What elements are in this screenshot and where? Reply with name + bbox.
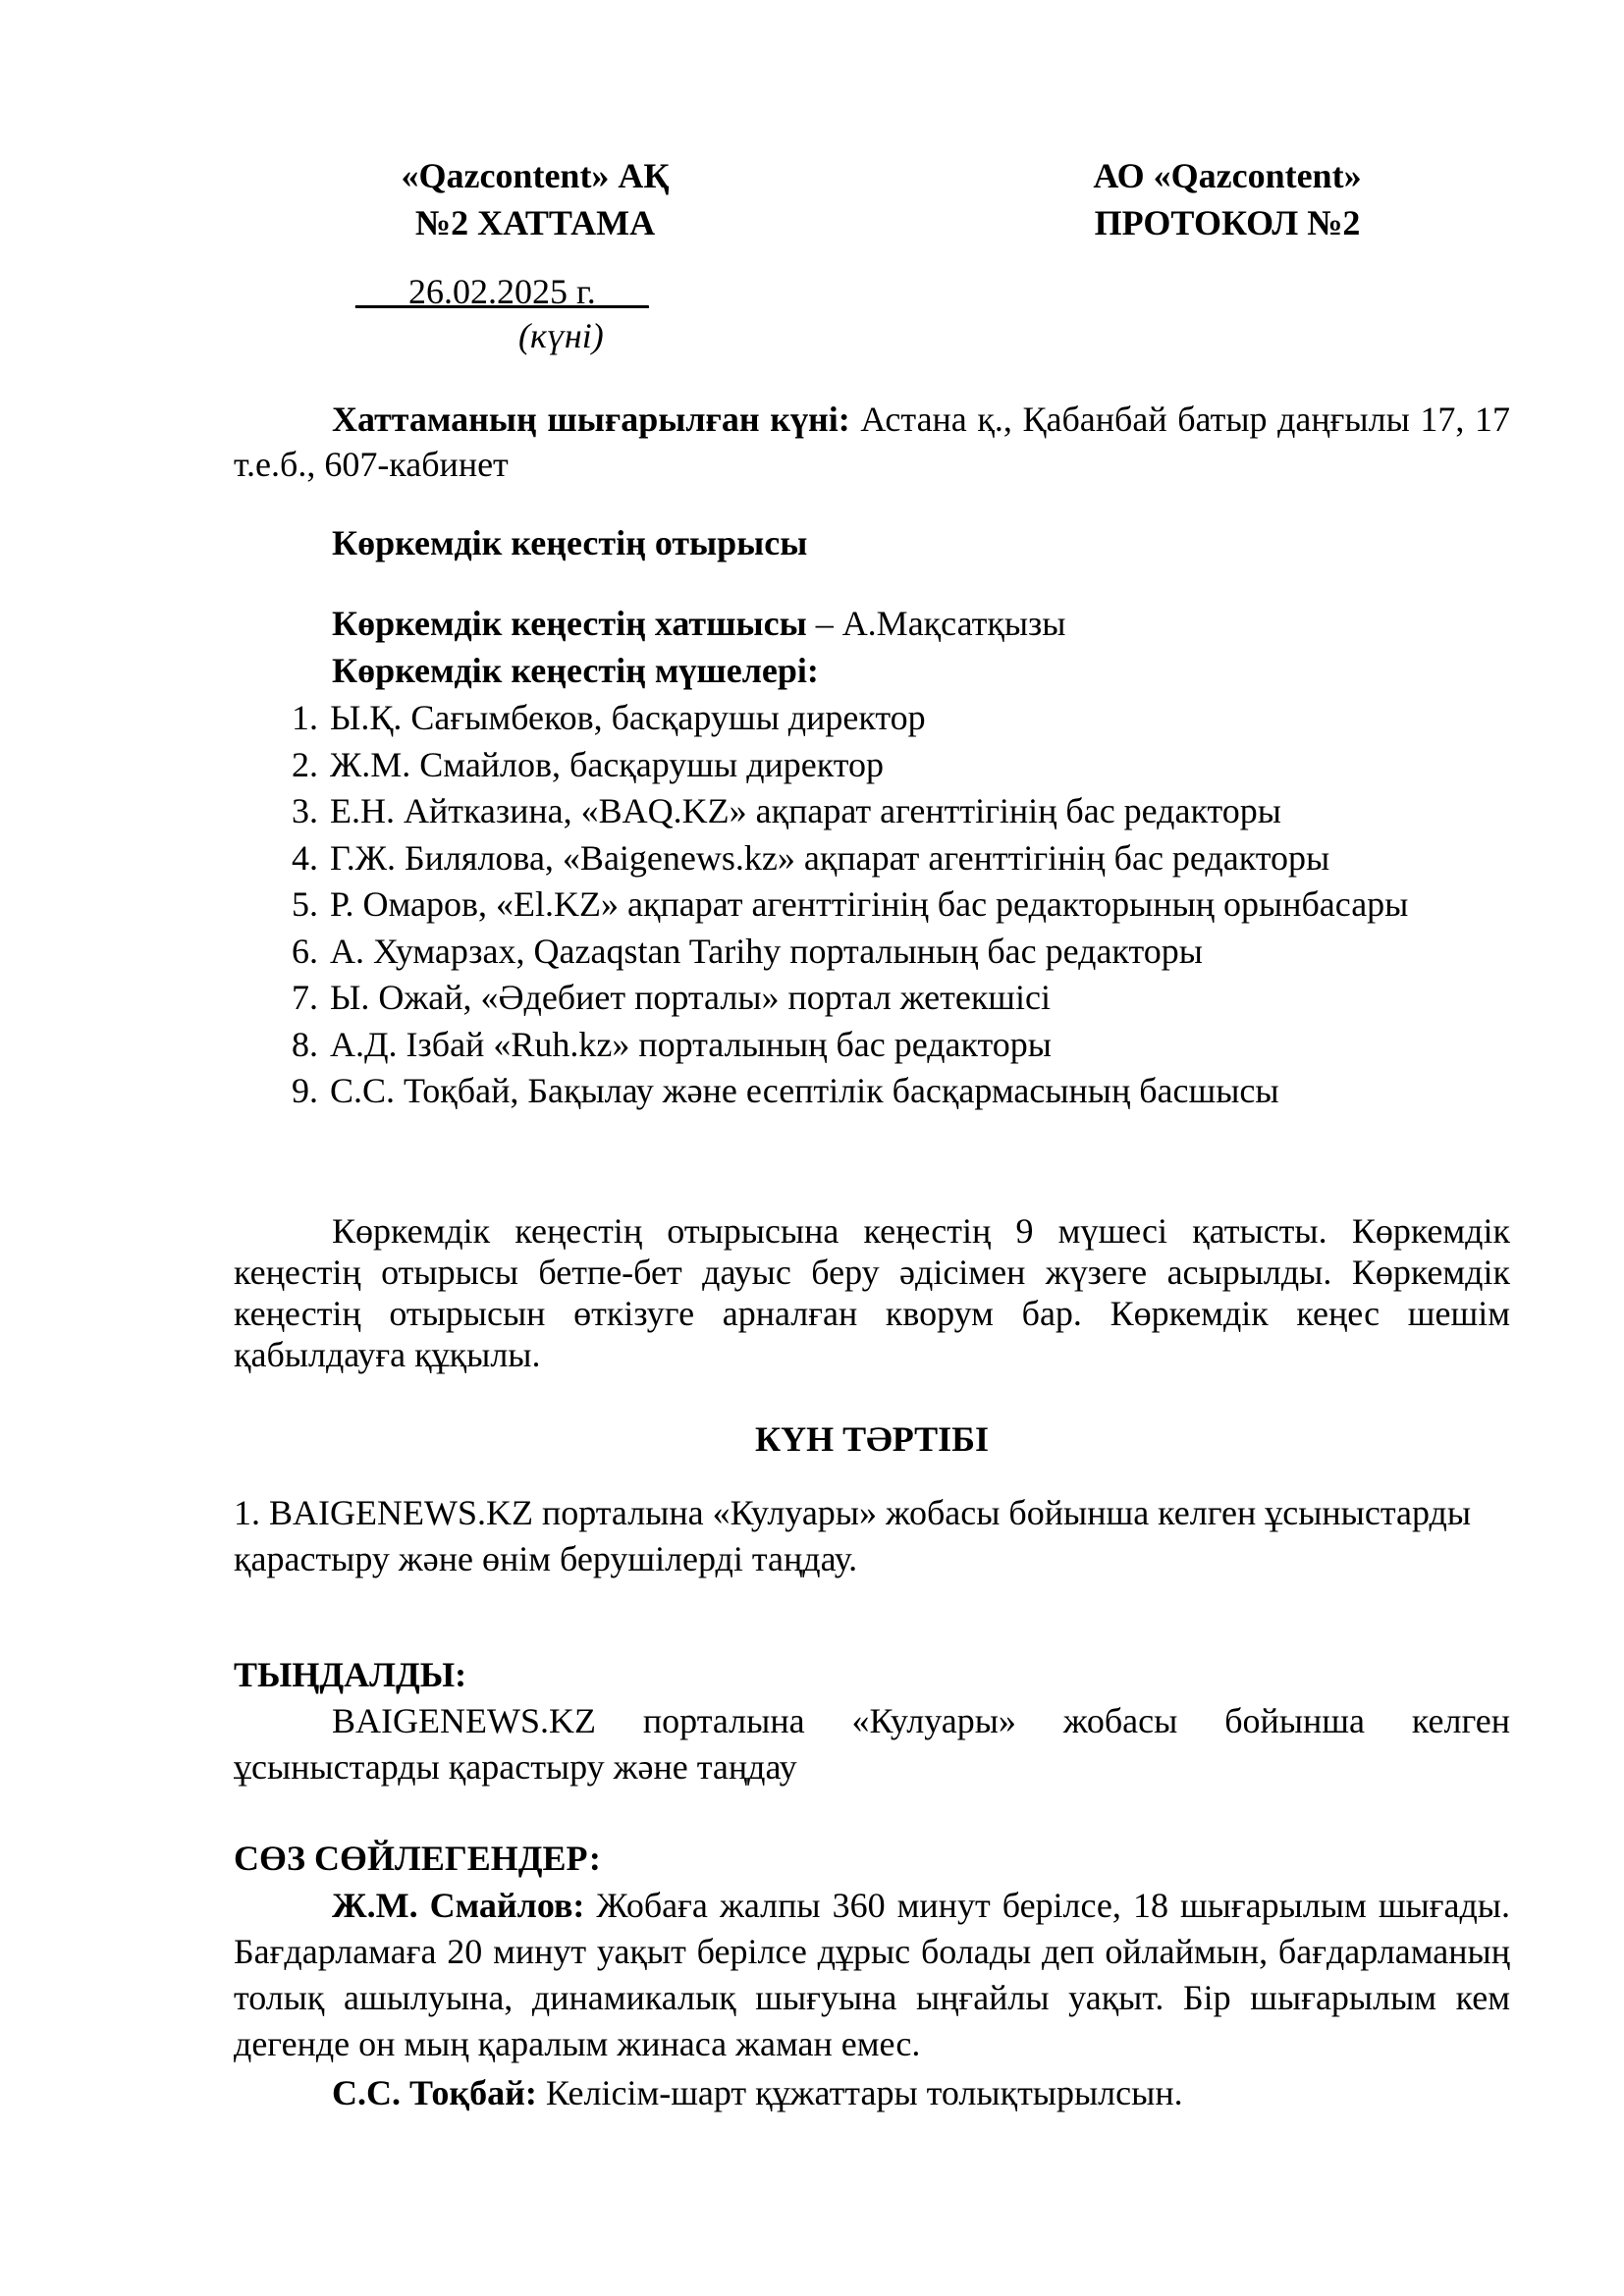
list-item-number: 2. bbox=[292, 744, 318, 784]
header-right bbox=[992, 152, 1463, 246]
header-right-org: АО «Qazcontent» bbox=[1093, 156, 1362, 195]
speaker-text: Келісім-шарт құжаттары толықтырылсын. bbox=[536, 2073, 1183, 2112]
list-item-number: 5. bbox=[292, 884, 318, 924]
place-text: Астана қ., Қабанбай батыр даңғылы 17, 17 т.е.б., 607-кабинет bbox=[234, 400, 1510, 484]
list-item-text: Е.Н. Айтказина, «BAQ.KZ» ақпарат агенттігінің бас редакторы bbox=[330, 791, 1281, 830]
list-item bbox=[234, 1022, 1510, 1069]
list-item bbox=[234, 975, 1510, 1022]
list-item-text: А. Хумарзах, Qazaqstan Tarihy порталының бас редакторы bbox=[330, 931, 1203, 971]
list-item bbox=[234, 1068, 1510, 1115]
list-item-text: Р. Омаров, «El.KZ» ақпарат агенттігінің бас редакторының орынбасары bbox=[330, 884, 1409, 924]
list-item bbox=[234, 881, 1510, 929]
list-item-text: Г.Ж. Билялова, «Baigenews.kz» ақпарат агенттігінің бас редакторы bbox=[330, 837, 1330, 878]
meeting-title: Көркемдік кеңестің отырысы bbox=[332, 523, 808, 562]
list-item-number: 1. bbox=[292, 698, 318, 737]
list-item bbox=[234, 788, 1510, 835]
list-item bbox=[234, 929, 1510, 976]
place-label: Хаттаманың шығарылған күні: bbox=[332, 400, 850, 439]
heard-text: BAIGENEWS.KZ порталына «Кулуары» жобасы бойынша келген ұсыныстарды қарастыру және таңдау bbox=[234, 1701, 1510, 1787]
speaker-name: С.С. Тоқбай: bbox=[332, 2073, 537, 2112]
speaker-name: Ж.М. Смайлов: bbox=[332, 1886, 585, 1925]
speaker-statement bbox=[234, 1883, 1510, 2067]
heard-title: ТЫҢДАЛДЫ: bbox=[234, 1655, 467, 1694]
members-list bbox=[234, 695, 1510, 1115]
list-item bbox=[234, 695, 1510, 742]
header-right-doc-title: ПРОТОКОЛ №2 bbox=[1094, 203, 1361, 242]
list-item bbox=[234, 835, 1510, 882]
header-left-org: «Qazcontent» АҚ bbox=[401, 156, 670, 195]
list-item-text: Ы. Ожай, «Әдебиет порталы» портал жетекшісі bbox=[330, 978, 1052, 1017]
date-line bbox=[355, 270, 649, 313]
list-item-number: 6. bbox=[292, 931, 318, 971]
secretary-line bbox=[234, 601, 1510, 647]
date-value: 26.02.2025 г. bbox=[408, 272, 596, 311]
list-item-text: Ы.Қ. Сағымбеков, басқарушы директор bbox=[330, 698, 926, 737]
list-item-text: А.Д. Ізбай «Ruh.kz» порталының бас редакторы bbox=[330, 1024, 1052, 1064]
list-item-number: 3. bbox=[292, 791, 318, 830]
speakers-title: СӨЗ СӨЙЛЕГЕНДЕР: bbox=[234, 1839, 601, 1878]
speaker-statement bbox=[234, 2070, 1510, 2116]
date-trail-blank: ___ bbox=[595, 272, 649, 311]
list-item-text: Ж.М. Смайлов, басқарушы директор bbox=[330, 744, 885, 784]
speaker-text: Жобаға жалпы 360 минут берілсе, 18 шығарылым шығады. Бағдарламаға 20 минут уақыт берілсе дұрыс болады деп ойлаймын, бағдарламаның толық ашылуына, динамикалық шығуына ыңғайлы уақыт. Бір шығарылым кем дегенде он мың қаралым жинаса жаман емес. bbox=[234, 1886, 1510, 2063]
date-lead-blank: ___ bbox=[355, 272, 408, 311]
agenda-item: 1. BAIGENEWS.KZ порталына «Кулуары» жобасы бойынша келген ұсыныстарды қарастыру және өнім берушілерді таңдау. bbox=[234, 1493, 1472, 1578]
quorum-paragraph: Көркемдік кеңестің отырысына кеңестің 9 мүшесі қатысты. Көркемдік кеңестің отырысы бетпе-бет дауыс беру әдісімен жүзеге асырылды. Көркемдік кеңестің отырысын өткізуге арналған кворум бар. Көркемдік кеңес шешім қабылдауға құқылы. bbox=[234, 1211, 1510, 1374]
list-item bbox=[234, 742, 1510, 789]
header-left bbox=[295, 152, 776, 246]
list-item-number: 9. bbox=[292, 1071, 318, 1110]
list-item-number: 4. bbox=[292, 837, 318, 878]
list-item-number: 7. bbox=[292, 978, 318, 1017]
list-item-number: 8. bbox=[292, 1024, 318, 1064]
place-paragraph bbox=[234, 397, 1510, 487]
header-left-doc-title: №2 ХАТТАМА bbox=[414, 203, 656, 242]
members-heading: Көркемдік кеңестің мүшелері: bbox=[332, 651, 819, 690]
date-caption: (күні) bbox=[518, 316, 604, 355]
secretary-name: – А.Мақсатқызы bbox=[806, 604, 1066, 643]
agenda-title: КҮН ТӘРТІБІ bbox=[755, 1419, 989, 1459]
secretary-label: Көркемдік кеңестің хатшысы bbox=[332, 604, 807, 643]
list-item-text: С.С. Тоқбай, Бақылау және есептілік басқармасының басшысы bbox=[330, 1071, 1279, 1110]
